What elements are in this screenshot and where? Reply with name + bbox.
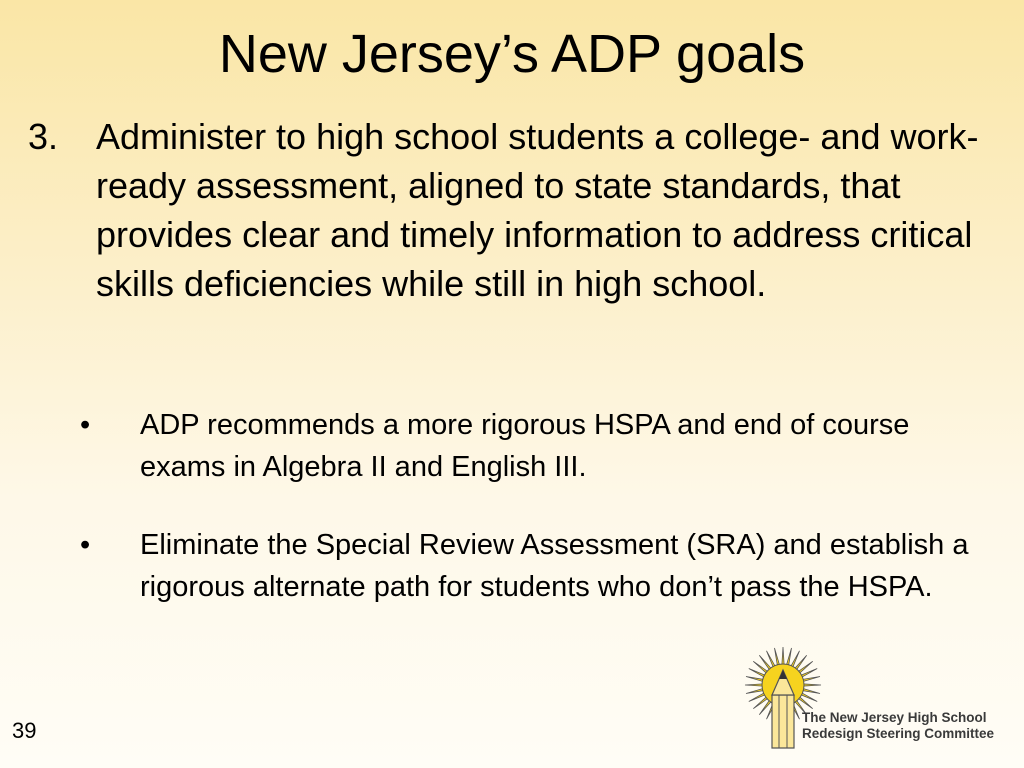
goal-item <box>28 112 1003 308</box>
bullet-item <box>80 524 980 608</box>
bullet-list <box>80 404 980 608</box>
committee-logo <box>738 640 1018 755</box>
bullet-text: ADP recommends a more rigorous HSPA and end of course exams in Algebra II and English III. <box>140 409 910 483</box>
sun-ray <box>745 684 764 686</box>
sun-ray <box>802 684 821 686</box>
logo-text <box>802 710 994 742</box>
logo-line-1: The New Jersey High School <box>802 710 987 725</box>
slide-number: 39 <box>12 718 37 743</box>
bullet-text: Eliminate the Special Review Assessment (SRA) and establish a rigorous alternate path for students who don’t pass the HSPA. <box>140 529 969 603</box>
bullet-marker: • <box>80 529 91 561</box>
sun-ray <box>782 647 784 666</box>
bullet-item <box>80 404 980 488</box>
logo-line-2: Redesign Steering Committee <box>802 726 995 741</box>
bullet-marker: • <box>80 409 91 441</box>
goal-text: Administer to high school students a college- and work-ready assessment, aligned to state standards, that provides clear and timely information to address critical skills deficiencies while still in high school. <box>96 116 979 304</box>
slide-title: New Jersey’s ADP goals <box>218 24 806 84</box>
goal-number: 3. <box>28 116 59 157</box>
